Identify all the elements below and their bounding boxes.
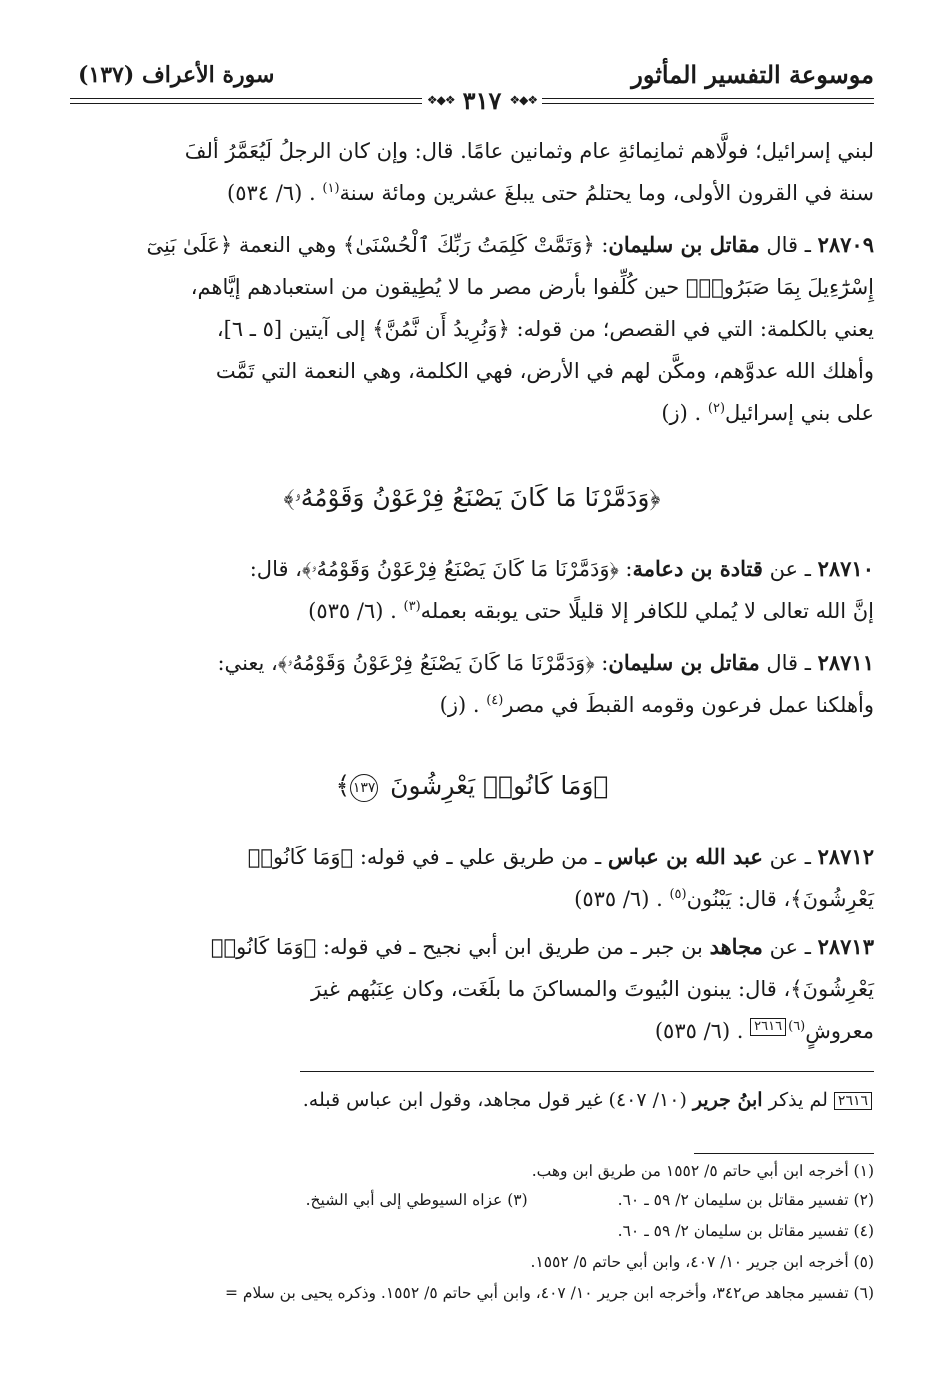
text-span: ـ عن <box>762 557 818 581</box>
text-line <box>70 926 874 968</box>
footnote-5: (٥) أخرجه ابن جرير ١٠/ ٤٠٧، وابن أبي حاتم ٥/ ١٥٥٢. <box>530 1253 874 1271</box>
page-number: ٣١٧ <box>462 85 502 115</box>
ayah-number: ١٣٧ <box>350 774 378 802</box>
entry-number: ٢٨٧١١ <box>817 650 874 675</box>
text-span: ـ عن <box>762 845 818 869</box>
text-line <box>70 172 874 214</box>
entry-28710 <box>70 548 874 632</box>
narrator-name: عبد الله بن عباس <box>607 844 763 869</box>
text-line <box>70 836 874 878</box>
note-box-ref: ٢٦١٦ <box>750 1018 786 1036</box>
footnote-ref: (٦) <box>788 1019 806 1034</box>
text-line: يعني بالكلمة: التي في القصص؛ من قوله: ﴿وَنُرِيدُ أَن نَّمُنَّ﴾ إلى آيتين [٥ ـ ٦]، <box>216 317 874 341</box>
footnote-1: (١) أخرجه ابن أبي حاتم ٥/ ١٥٥٢ من طريق ابن وهب. <box>531 1162 874 1180</box>
footnote-row <box>70 1189 874 1211</box>
note-box-number: ٢٦١٦ <box>834 1092 872 1110</box>
text-span: ـ من طريق علي ـ في قوله: ﴿وَمَا كَانُوا۟ <box>247 845 608 869</box>
entry-number: ٢٨٧١٠ <box>817 556 874 581</box>
footnote-rule <box>694 1153 874 1154</box>
ornament-icon: ❖◆❖ <box>426 93 455 107</box>
volume-citation: . (٦/ ٥٣٥) <box>574 887 663 911</box>
text-line <box>70 224 874 266</box>
text-line: إِسْرَٰٓءِيلَ بِمَا صَبَرُوا۟﴾ حين كُلِّفوا بأرض مصر ما لا يُطِيقون من استعبادهم إيَّاهم، <box>190 275 874 299</box>
text-span: . (ز) <box>661 401 702 425</box>
text-span: : ﴿وَدَمَّرْنَا مَا كَانَ يَصْنَعُ فِرْعَوْنُ وَقَوْمُهُۥ﴾، قال: <box>249 557 633 581</box>
footnote-ref: (٣) <box>403 599 421 614</box>
narrator-name: قتادة بن دعامة <box>632 556 763 581</box>
text-span: ـ قال <box>759 233 818 257</box>
footnote-3: (٣) عزاه السيوطي إلى أبي الشيخ. <box>305 1191 528 1209</box>
text-span: : ﴿وَدَمَّرْنَا مَا كَانَ يَصْنَعُ فِرْعَوْنُ وَقَوْمُهُۥ﴾، يعني: <box>217 651 609 675</box>
text-span: يَعْرِشُونَ﴾، قال: يَبْنُون <box>686 887 874 911</box>
footnote-6: (٦) تفسير مجاهد ص٣٤٢، وأخرجه ابن جرير ١٠/ ٤٠٧، وابن أبي حاتم ٥/ ١٥٥٢. وذكره يحيى بن سلام = <box>225 1284 874 1302</box>
entry-number: ٢٨٧٠٩ <box>817 232 874 257</box>
text-line <box>70 878 874 920</box>
text-line: لبني إسرائيل؛ فولَّاهم ثمانِمائةِ عام وثمانين عامًا. قال: وإن كان الرجلُ لَيُعَمَّرُ ألفَ <box>184 139 874 163</box>
book-title: موسوعة التفسير المأثور <box>631 60 874 89</box>
footnote-ref: (٢) <box>707 401 726 416</box>
ayah-text: ﴿وَمَا كَانُوا۟ يَعْرِشُونَ <box>390 771 609 800</box>
entry-28709 <box>70 224 874 434</box>
ayah-heading <box>70 766 874 806</box>
surah-title: سورة الأعراف (١٣٧) <box>78 62 275 88</box>
entry-number: ٢٨٧١٣ <box>817 934 874 959</box>
scholar-note <box>70 1084 874 1116</box>
text-line <box>70 684 874 726</box>
text-span: . (ز) <box>439 693 480 717</box>
paragraph-continuation <box>70 130 874 214</box>
volume-citation: . (٦/ ٥٣٤) <box>227 181 316 205</box>
text-span: ـ عن <box>762 935 818 959</box>
narrator-name: مجاهد <box>709 934 763 959</box>
text-line <box>70 1010 874 1052</box>
text-span: وأهلكنا عمل فرعون وقومه القبطَ في مصر <box>503 693 874 717</box>
volume-citation: . (٦/ ٥٣٥) <box>654 1019 744 1043</box>
ayah-bracket: ﴾ <box>335 771 351 800</box>
text-span: سنة في القرون الأولى، وما يحتلمُ حتى يبلغَ عشرين ومائة سنة <box>339 181 874 205</box>
text-span: ـ قال <box>759 651 818 675</box>
footnote-ref: (١) <box>322 181 340 196</box>
entry-28713 <box>70 926 874 1052</box>
ornament-icon: ❖◆❖ <box>509 93 538 107</box>
scholar-name: ابنُ جرير <box>692 1089 763 1111</box>
ayah-heading: ﴿وَدَمَّرْنَا مَا كَانَ يَصْنَعُ فِرْعَوْنُ وَقَوْمُهُۥ﴾ <box>283 483 661 512</box>
entry-28712 <box>70 836 874 920</box>
narrator-name: مقاتل بن سليمان <box>608 650 760 675</box>
text-line: يَعْرِشُونَ﴾، قال: يبنون البُيوتَ والمساكنَ ما بلَغَت، وكان عِنَبُهم غيرَ <box>310 977 874 1001</box>
text-span: : ﴿وَتَمَّتْ كَلِمَتُ رَبِّكَ ٱلْحُسْنَىٰ﴾ وهي النعمة ﴿عَلَىٰ بَنِىٓ <box>146 233 609 257</box>
entry-28711 <box>70 642 874 726</box>
note-separator <box>300 1071 874 1072</box>
volume-citation: . (٦/ ٥٣٥) <box>308 599 397 623</box>
text-line: وأهلك الله عدوَّهم، ومكَّن لهم في الأرض، فهي الكلمة، وهي النعمة التي تَمَّت <box>215 359 874 383</box>
footnote-4: (٤) تفسير مقاتل بن سليمان ٢/ ٥٩ ـ ٦٠. <box>617 1222 874 1240</box>
footnote-ref: (٤) <box>486 693 504 708</box>
narrator-name: مقاتل بن سليمان <box>608 232 760 257</box>
text-line <box>70 642 874 684</box>
footnote-2: (٢) تفسير مقاتل بن سليمان ٢/ ٥٩ ـ ٦٠. <box>617 1191 874 1209</box>
text-line <box>70 548 874 590</box>
text-span: (١٠/ ٤٠٧) غير قول مجاهد، وقول ابن عباس قبله. <box>302 1089 693 1111</box>
text-line <box>70 590 874 632</box>
text-span: لم يذكر <box>762 1089 834 1111</box>
text-span: إنَّ الله تعالى لا يُملي للكافر إلا قليلًا حتى يوبقه بعمله <box>420 599 874 623</box>
entry-number: ٢٨٧١٢ <box>817 844 874 869</box>
text-line <box>70 392 874 434</box>
text-span: على بني إسرائيل <box>725 401 874 425</box>
text-span: بن جبر ـ من طريق ابن أبي نجيح ـ في قوله: ﴿وَمَا كَانُوا۟ <box>210 935 710 959</box>
page-number-block <box>422 84 542 116</box>
text-span: معروشٍ <box>805 1019 874 1043</box>
footnote-ref: (٥) <box>669 887 687 902</box>
